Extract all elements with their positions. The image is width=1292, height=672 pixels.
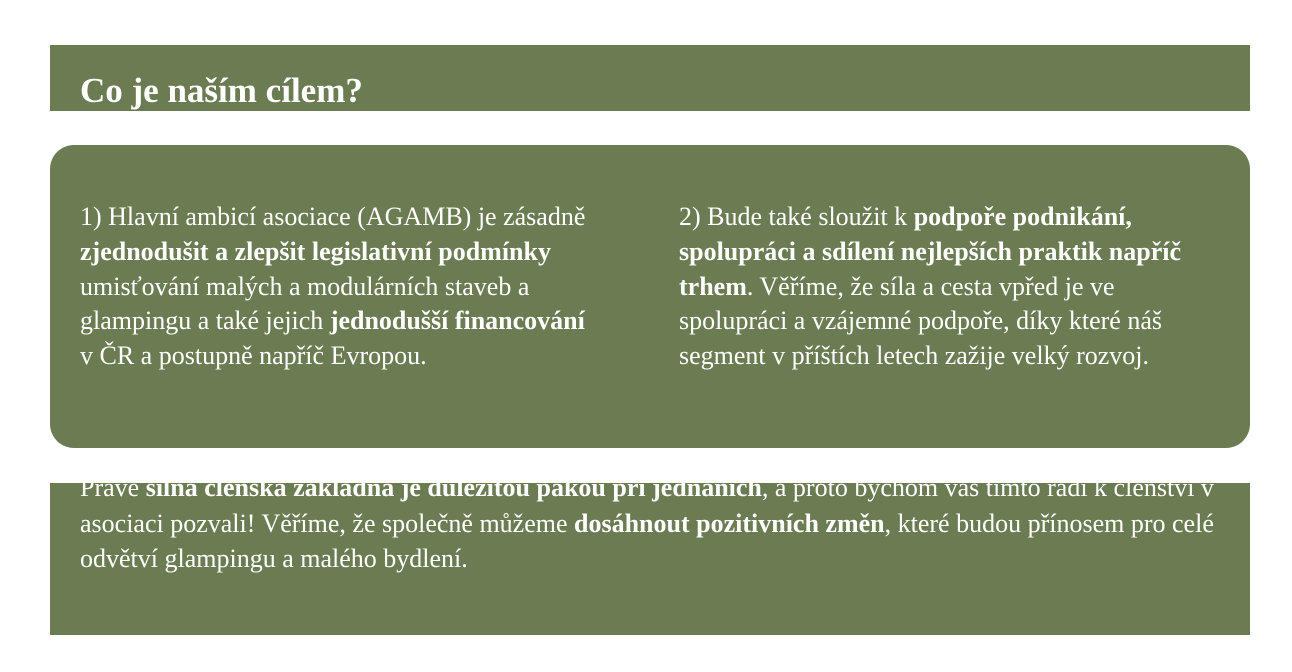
goal-1-bold-2: jednodušší financování (329, 306, 585, 336)
membership-part-2: , a proto bychom vás tímto rádi k členství v asociaci pozvali! Věříme, že společně můžeme (80, 473, 1214, 538)
goal-2-part-1: 2) Bude také sloužit k (679, 202, 914, 231)
title-banner (50, 45, 1250, 111)
goal-2-bold-1: podpoře podnikání, spolupráci a sdílení nejlepších praktik napříč trhem (679, 202, 1182, 301)
goals-panel (50, 145, 1250, 448)
membership-bold-2: dosáhnout pozitivních změn (574, 508, 885, 538)
membership-part-3: , které budou přínosem pro celé odvětví glampingu a malého bydlení. (80, 508, 1214, 573)
membership-panel (50, 473, 1250, 635)
goal-1-part-1: 1) Hlavní ambicí asociace (AGAMB) je zásadně (80, 202, 586, 231)
goal-1-text (80, 200, 600, 374)
membership-part-1: Právě (80, 473, 146, 502)
goal-2-part-2: . Věříme, že síla a cesta vpřed je ve spolupráci a vzájemné podpoře, díky které náš segment v příštích letech zažije velký rozvoj. (679, 271, 1162, 371)
goal-1-part-2: umisťování malých a modulárních staveb a glampingu a také jejich (80, 271, 530, 336)
goal-1-part-3: v ČR a postupně napříč Evropou. (80, 341, 427, 371)
goal-2-text (679, 200, 1199, 374)
membership-bold-1: silná členská základna je důležitou pákou při jednáních (145, 473, 762, 502)
membership-text (80, 470, 1230, 577)
page-title: Co je naším cílem? (80, 71, 363, 110)
goal-1-bold-1: zjednodušit a zlepšit legislativní podmínky (80, 236, 551, 266)
